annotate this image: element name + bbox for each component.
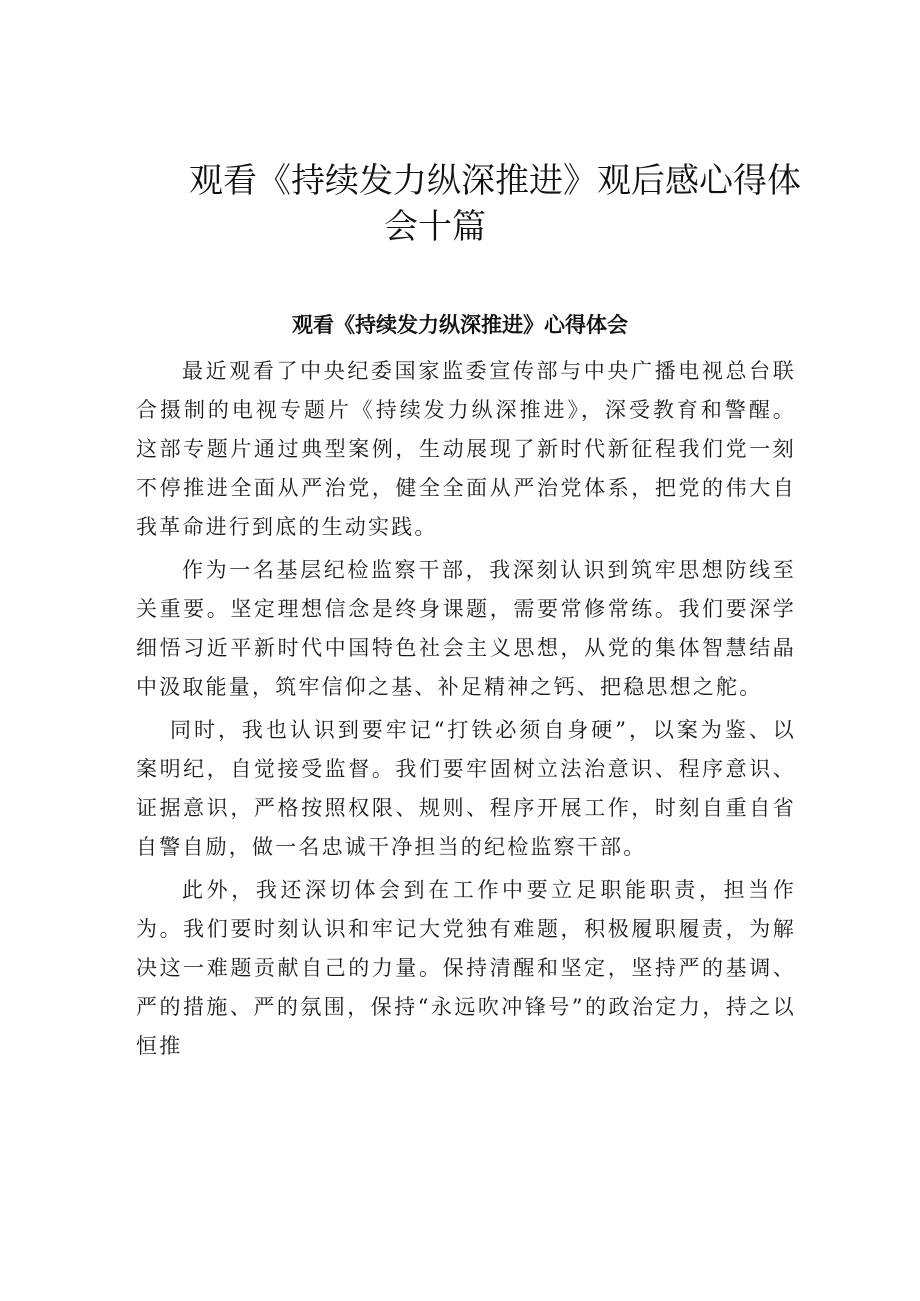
paragraph-3: 同时，我也认识到要牢记“打铁必须自身硬”，以案为鉴、以案明纪，自觉接受监督。我们要牢固树立法治意识、程序意识、证据意识，严格按照权限、规则、程序开展工作，时刻自重自省自警自励，做一名忠诚干净担当的纪检监察干部。 <box>136 718 796 859</box>
document-title <box>0 158 920 250</box>
document-body <box>136 352 796 1066</box>
paragraph-1: 最近观看了中央纪委国家监委宣传部与中央广播电视总台联合摄制的电视专题片《持续发力纵深推进》，深受教育和警醒。这部专题片通过典型案例，生动展现了新时代新征程我们党一刻不停推进全面从严治党，健全全面从严治党体系，把党的伟大自我革命进行到底的生动实践。 <box>136 359 796 539</box>
document-title-line-2: 会十篇 <box>384 207 486 247</box>
document-title-line-1: 观看《持续发力纵深推进》观后感心得体 <box>189 161 801 201</box>
paragraph-2: 作为一名基层纪检监察干部，我深刻认识到筑牢思想防线至关重要。坚定理想信念是终身课题，需要常修常练。我们要深学细悟习近平新时代中国特色社会主义思想，从党的集体智慧结晶中汲取能量，筑牢信仰之基、补足精神之钙、把稳思想之舵。 <box>136 558 796 699</box>
section-title: 观看《持续发力纵深推进》心得体会 <box>292 312 628 337</box>
paragraph-4: 此外，我还深切体会到在工作中要立足职能职责，担当作为。我们要时刻认识和牢记大党独有难题，积极履职履责，为解决这一难题贡献自己的力量。保持清醒和坚定，坚持严的基调、严的措施、严的氛围，保持“永远吹冲锋号”的政治定力，持之以恒推 <box>136 878 796 1058</box>
